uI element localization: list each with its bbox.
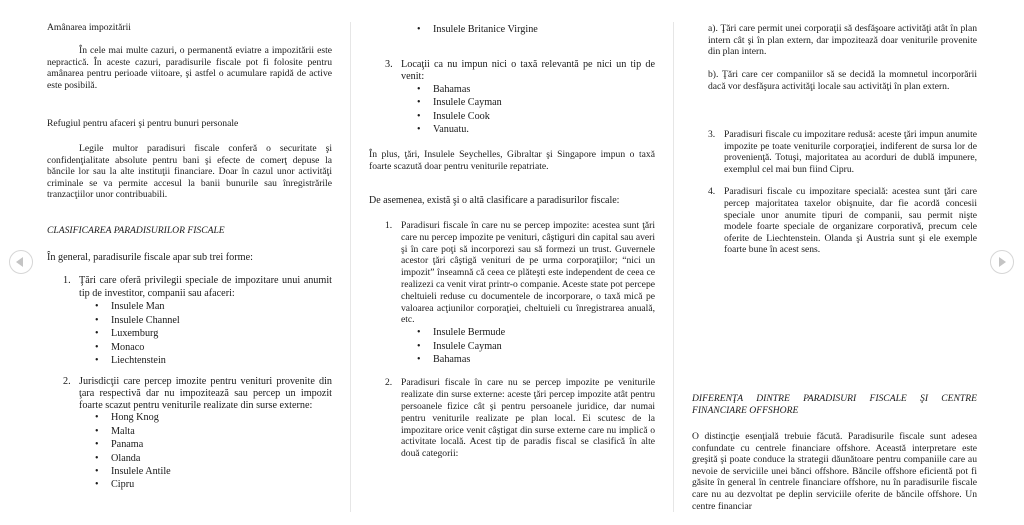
chevron-left-icon [16, 257, 23, 267]
paragraph-other-classification: De asemenea, există şi o altă clasificare a paradisurilor fiscale: [369, 195, 620, 206]
bullet-item: • Insulele Channel [47, 314, 332, 327]
bullet-item: • Insulele Cook [369, 110, 655, 123]
forms-list-2 [47, 376, 332, 492]
locations-list [369, 59, 655, 137]
bullet-item: • Malta [47, 425, 332, 438]
list-item [692, 186, 977, 256]
list-item-text: Locaţii ca nu impun nici o taxă relevantă pe nici un tip de venit: [401, 59, 655, 82]
list-number: 3. [708, 129, 716, 140]
chevron-right-icon [999, 257, 1006, 267]
list-item [369, 377, 655, 460]
bullet-item: • Panama [47, 438, 332, 451]
bullet-item: • Insulele Bermude [369, 326, 655, 339]
heading-refuge: Refugiul pentru afaceri şi pentru bunuri personale [47, 118, 239, 129]
list-item-text: Ţări care oferă privilegii speciale de impozitare unui anumit tip de investitor, companii sau afaceri: [79, 275, 332, 300]
bullet-item: • Monaco [47, 341, 332, 354]
bullet-item: • Insulele Britanice Virgine [369, 23, 655, 36]
bullet-item: • Vanuatu. [369, 123, 655, 136]
bullet-item: • Insulele Man [47, 300, 332, 313]
bullet-item: • Bahamas [369, 353, 655, 366]
subcategory-a: a). Ţări care permit unei corporaţii să desfăşoare activităţi atât în plan intern cât şi în plan extern, dar impozitează doar veniturile provenite din plan intern. [708, 23, 977, 58]
paragraph-refuge: Legile multor paradisuri fiscale conferă o securitate şi confidenţialitate absolute pentru bani şi efecte de comerţ depuse la băncile lor sau la alte instituţii financiare. Doar în cazul unor activităţi criminale se va permite accesul la banii bunurile sau înregistrările tranzacţiilor unor contribuabili. [47, 143, 332, 201]
list-item-text: Paradisuri fiscale în care nu se percep impozite pe veniturile realizate din surse externe: aceste ţări percep impozite atât pentru persoanele fizice cât şi pentru persoanele juridice, dar numai pentru veniturile realizate pe plan local. Ei scutesc de la impozitare orice venit câştigat din surse externe care nu implică o activitate locală. Acest tip de paradis fiscal se clasifică în alte două categorii: [401, 377, 655, 460]
next-page-button[interactable] [990, 250, 1014, 274]
list-number: 2. [63, 376, 71, 387]
bullet-item: • Insulele Cayman [369, 340, 655, 353]
page-1 [47, 0, 332, 525]
previous-page-button[interactable] [9, 250, 33, 274]
intro-forms: În general, paradisurile fiscale apar sub trei forme: [47, 252, 253, 263]
bullet-item: • Insulele Cayman [369, 96, 655, 109]
paragraph-difference: O distincţie esenţială trebuie făcută. Paradisurile fiscale sunt adesea confundate cu centrele financiare offshore. Această interpretare este greşită şi poate conduce la strategii dăunătoare pentru companiile care au nevoie de serviciile unei bănci offshore. Băncile offshore eficientă pot fi găsite în general în centrele financiare offshore, nu în paradisurile fiscale care nu au dezvoltat pe deplin serviciile oferite de băncile offshore. Un centre financiar [692, 431, 977, 512]
bullet-item: • Insulele Antile [47, 465, 332, 478]
list-number: 1. [63, 275, 71, 286]
bullet-item: • Luxemburg [47, 327, 332, 340]
page-2 [369, 0, 655, 525]
list-number: 4. [708, 186, 716, 198]
list-item-text: Jurisdicţii care percep imozite pentru venituri provenite din ţara respectivă dar nu impozitează sau percep un impozit foarte scazut pentru veniturile realizate din surse externe: [79, 376, 332, 411]
list-item [369, 59, 655, 83]
list-item [47, 376, 332, 411]
list-item-text: Paradisuri fiscale cu impozitare specială: acestea sunt ţări care percep majoritatea taxelor obişnuite, dar fie acordă concesii speciale unor anumite tipuri de companii, sau permit nişte modele foarte speciale de organizare corporativă, precum cele oferite de Liechtenstein. Olanda şi Austria sunt şi ele exemple foarte bune în acest sens. [724, 186, 977, 256]
bullet-item: • Bahamas [369, 83, 655, 96]
paragraph-plus: În plus, ţări, Insulele Seychelles, Gibraltar şi Singapore impun o taxă foarte scazută doar pentru veniturile repatriate. [369, 149, 655, 172]
heading-classification: CLASIFICAREA PARADISURILOR FISCALE [47, 225, 225, 236]
forms-list-1 [47, 274, 332, 367]
list-item-text: Paradisuri fiscale în care nu se percep impozite: acestea sunt ţări care nu percep impozite pe venituri, câştiguri din capital sau averi şi în care poţi să incorporezi sau să formezi un trust. Guvernele acestor ţări câştigă venituri de pe urma corporaţiilor; “nici un impozit” înseamnă că ceea ce plăteşti este independent de ceea ce realizezi ca venit virat printr-o companie. Aceste state pot percepe cheltuieli reduse cu documentele de incorporare, o taxă mică pe valoarea acţiunilor corporaţiei, cheltuieli cu înregistrarea anuală, etc. [401, 220, 655, 326]
paragraph-deferral: În cele mai multe cazuri, o permanentă eviatre a impozitării este nepractică. În aceste cazuri, paradisurile fiscale pot fi folosite pentru amânarea pentru perioade viitoare, şi astfel o acumulare rapidă de active este posibilă. [47, 45, 332, 91]
list-number: 3. [385, 59, 393, 70]
heading-difference: DIFERENŢA DINTRE PARADISURI FISCALE ŞI CENTRE FINANCIARE OFFSHORE [692, 393, 977, 416]
list-item-text: Paradisuri fiscale cu impozitare redusă: aceste ţări impun anumite impozite pe toate veniturile corporaţiei, indiferent de sursa lor de provenienţă. Totuşi, majoritatea au acorduri de dublă impunere, exemplul cel mai bun fiind Cipru. [724, 129, 977, 175]
bullet-item: • Cipru [47, 478, 332, 491]
list-number: 1. [385, 220, 393, 231]
bullet-item: • Liechtenstein [47, 354, 332, 367]
bullet-item: • Olanda [47, 452, 332, 465]
heading-deferral: Amânarea impozitării [47, 22, 131, 33]
page-divider [350, 22, 351, 512]
list-item [692, 129, 977, 175]
page-3 [692, 0, 977, 525]
classification-list-continued [692, 129, 977, 256]
list-item [369, 220, 655, 326]
subcategory-b: b). Ţări care cer companiilor să se decidă la momnetul incorporării dacă vor desfăşura activităţi locale sau activităţi în plan extern. [708, 69, 977, 92]
bullet-item: • Hong Knog [47, 411, 332, 424]
page-divider [673, 22, 674, 512]
classification-list [369, 220, 655, 460]
list-number: 2. [385, 377, 393, 389]
list-item [47, 274, 332, 300]
